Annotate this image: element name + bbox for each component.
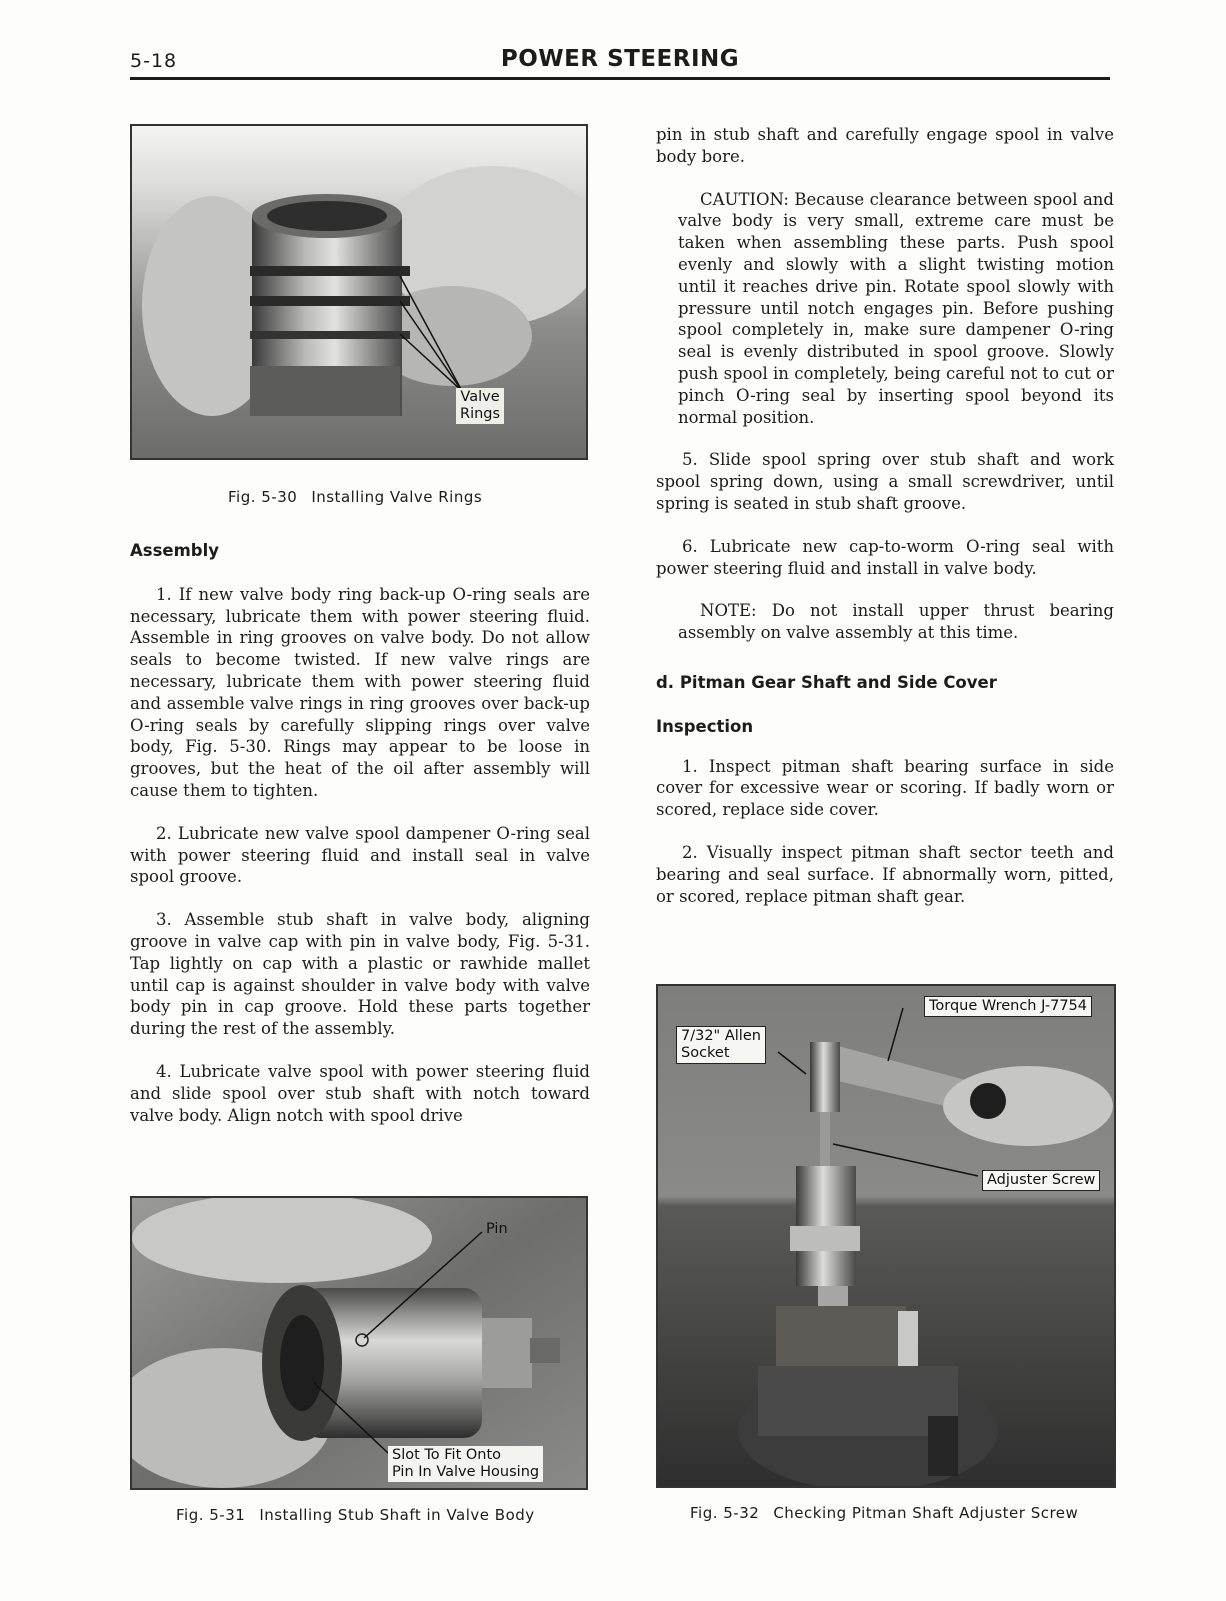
slot-callout: Slot To Fit Onto Pin In Valve Housing [388,1446,543,1482]
inspection-heading: Inspection [656,716,754,736]
caption-number: Fig. 5-32 [690,1504,760,1522]
caption-text: Installing Stub Shaft in Valve Body [259,1506,535,1524]
inspection-step-2: 2. Visually inspect pitman shaft sector teeth and bearing and seal surface. If abnormally worn, pitted, or scored, replace pitman shaft gear. [656,842,1114,906]
allen-socket-callout: 7/32" Allen Socket [676,1026,766,1064]
right-column [656,124,1114,928]
torque-wrench-callout: Torque Wrench J-7754 [924,996,1092,1017]
assembly-heading: Assembly [130,541,220,560]
figure-5-30-photo [130,124,588,460]
figure-5-32-caption [690,1504,1078,1522]
caption-text: Checking Pitman Shaft Adjuster Screw [773,1504,1079,1522]
page-number: 5-18 [130,50,178,72]
left-column [130,540,590,1147]
figure-5-31-photo [130,1196,588,1490]
assembly-step-2: 2. Lubricate new valve spool dampener O-ring seal with power steering fluid and install seal in valve spool groove. [130,823,590,887]
figure-5-32-photo [656,984,1116,1488]
note-text: NOTE: Do not install upper thrust bearing assembly on valve assembly at this time. [678,601,1114,643]
inspection-step-1: 1. Inspect pitman shaft bearing surface in side cover for excessive wear or scoring. If badly worn or scored, replace side cover. [656,756,1114,820]
assembly-step-1: 1. If new valve body ring back-up O-ring seals are necessary, lubricate them with power steering fluid. Assemble in ring grooves on valve body. Do not allow seals to become twisted. If new valve rings are necessary, lubricate them with power steering fluid and assemble valve rings in ring grooves over back-up O-ring seals by carefully slipping rings over valve body, Fig. 5-30. Rings may appear to be loose in grooves, but the heat of the oil after assembly will cause them to tighten. [130,584,590,800]
page-header [130,46,1110,76]
adjuster-screw-callout: Adjuster Screw [982,1170,1100,1191]
assembly-step-3: 3. Assemble stub shaft in valve body, aligning groove in valve cap with pin in valve body, Fig. 5-31. Tap lightly on cap with a plastic or rawhide mallet until cap is against shoulder in valve body with valve body pin in cap groove. Hold these parts together during the rest of the assembly. [130,910,590,1039]
assembly-step-4: 4. Lubricate valve spool with power steering fluid and slide spool over stub shaft with notch toward valve body. Align notch with spool drive [130,1061,590,1125]
caption-number: Fig. 5-31 [176,1506,246,1524]
page-title: POWER STEERING [500,46,740,72]
figure-5-30-caption [228,488,482,506]
caption-text: Installing Valve Rings [311,488,483,506]
section-heading: d. Pitman Gear Shaft and Side Cover [656,672,997,692]
caution-note: CAUTION: Because clearance between spool and valve body is very small, extreme care must be taken when assembling these parts. Push spool evenly and slowly with a slight twisting motion until it reaches drive pin. Rotate spool slowly with pressure until notch engages pin. Before pushing spool completely in, make sure dampener O-ring seal is evenly distributed in spool groove. Slowly push spool in completely, being careful not to cut or pinch O-ring seal by inserting spool beyond its normal position. [678,189,1114,427]
pin-callout: Pin [486,1221,508,1237]
valve-rings-callout: Valve Rings [456,388,504,424]
continuation-text: pin in stub shaft and carefully engage spool in valve body bore. [656,125,1114,166]
assembly-step-5: 5. Slide spool spring over stub shaft and work spool spring down, using a small screwdriver, until spring is seated in stub shaft groove. [656,450,1114,513]
header-rule [130,77,1110,80]
assembly-step-6: 6. Lubricate new cap-to-worm O-ring seal with power steering fluid and install in valve body. [656,536,1114,578]
figure-5-31-caption [176,1506,535,1524]
caption-number: Fig. 5-30 [228,488,298,506]
